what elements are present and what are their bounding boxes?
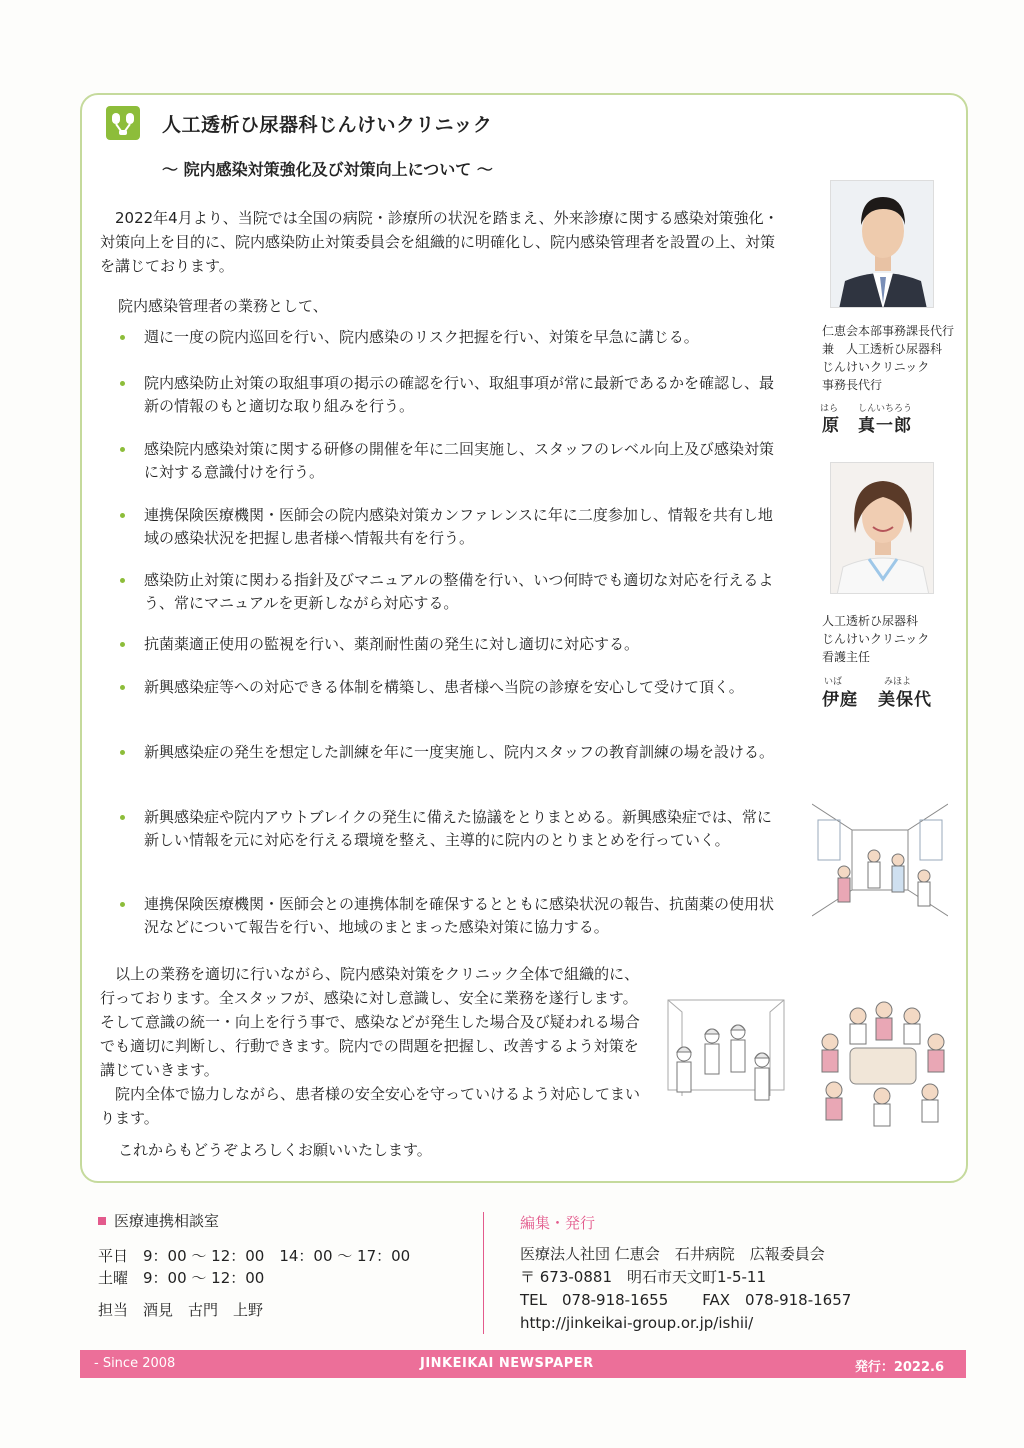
clinic-title: 人工透析ひ尿器科じんけいクリニック	[162, 114, 493, 136]
list-item: 週に一度の院内巡回を行い、院内感染のリスク把握を行い、対策を早急に講じる。	[112, 326, 782, 349]
staff-photo-woman	[830, 462, 934, 594]
article-subtitle: ～ 院内感染対策強化及び対策向上について ～	[162, 160, 493, 179]
role-line: 兼 人工透析ひ尿器科	[822, 342, 943, 356]
consultation-info	[98, 1210, 410, 1320]
name-ruby: はら	[820, 404, 839, 414]
staff-role	[822, 322, 964, 394]
staff-given-name: 真一郎	[858, 416, 912, 436]
weekday-hours: 平日 9：00 ～ 12：00 14：00 ～ 17：00	[98, 1247, 411, 1265]
newspaper-footer-bar	[80, 1350, 966, 1378]
intro-paragraph: 2022年4月より、当院では全国の病院・診療所の状況を踏まえ、外来診療に関する感染対策強化・対策向上を目的に、院内感染防止対策委員会を組織的に明確化し、院内感染管理者を設置の上、対策を講じております。	[100, 209, 779, 275]
newspaper-name: JINKEIKAI NEWSPAPER	[420, 1356, 594, 1371]
consult-staff: 担当 酒見 古門 上野	[98, 1301, 264, 1319]
list-item: 新興感染症の発生を想定した訓練を年に一度実施し、院内スタッフの教育訓練の場を設ける。	[112, 741, 782, 764]
list-item: 抗菌薬適正使用の監視を行い、薬剤耐性菌の発生に対し適切に対応する。	[112, 633, 782, 656]
training-drill-illustration	[658, 996, 796, 1126]
name-ruby: みほよ	[884, 677, 912, 687]
role-line: 人工透析ひ尿器科	[822, 614, 919, 628]
staff-role	[822, 612, 964, 666]
saturday-hours: 土曜 9：00 ～ 12：00	[98, 1269, 265, 1287]
name-ruby: いば	[824, 677, 843, 687]
consult-heading	[98, 1210, 410, 1231]
publisher-info	[520, 1212, 851, 1335]
staff-photo-man	[830, 180, 934, 308]
role-line: 看護主任	[822, 650, 871, 664]
publisher-name: 医療法人社団 仁恵会 石井病院 広報委員会	[520, 1245, 825, 1263]
lead-text: 院内感染管理者の業務として、	[118, 297, 328, 315]
tel-number: TEL 078-918-1655	[520, 1291, 669, 1309]
contact-line	[520, 1289, 851, 1312]
square-bullet-icon	[98, 1217, 106, 1225]
office-hours	[98, 1245, 410, 1289]
footer-divider	[483, 1212, 484, 1334]
staff-family-name: 原	[822, 416, 840, 436]
role-line: じんけいクリニック	[822, 360, 930, 374]
role-line: 事務長代行	[822, 378, 883, 392]
website-link[interactable]: http://jinkeikai-group.or.jp/ishii/	[520, 1314, 754, 1332]
list-item: 連携保険医療機関・医師会の院内感染対策カンファレンスに年に二度参加し、情報を共有し地域の感染状況を把握し患者様へ情報共有を行う。	[112, 504, 782, 550]
closing-greeting: これからもどうぞよろしくお願いいたします。	[118, 1141, 432, 1159]
consult-title: 医療連携相談室	[114, 1212, 220, 1230]
list-item: 感染防止対策に関わる指針及びマニュアルの整備を行い、いつ何時でも適切な対応を行えるよう、常にマニュアルを更新しながら対応する。	[112, 569, 782, 615]
list-item: 感染院内感染対策に関する研修の開催を年に二回実施し、スタッフのレベル向上及び感染対策に対する意識付けを行う。	[112, 438, 782, 484]
fax-number: FAX 078-918-1657	[702, 1291, 852, 1309]
closing-paragraph: 以上の業務を適切に行いながら、院内感染対策をクリニック全体で組織的に、行っております。全スタッフが、感染に対し意識し、安全に業務を遂行します。そして意識の統一・向上を行う事で、感染などが発生した場合及び疑われる場合でも適切に判断し、行動できます。院内での問題を把握し、改善するよう対策を講じていきます。	[100, 965, 640, 1079]
role-line: 仁恵会本部事務課長代行	[822, 324, 955, 338]
closing-paragraph-2: 院内全体で協力しながら、患者様の安全安心を守っていけるよう対応してまいります。	[100, 1085, 641, 1127]
name-ruby: しんいちろう	[858, 404, 913, 414]
list-item: 院内感染防止対策の取組事項の掲示の確認を行い、取組事項が常に最新であるかを確認し、最新の情報のもと適切な取り組みを行う。	[112, 372, 782, 418]
edit-heading: 編集・発行	[520, 1214, 596, 1232]
hallway-inspection-illustration	[812, 800, 948, 920]
publisher-address: 〒 673-0881 明石市天文町1-5-11	[520, 1268, 766, 1286]
staff-family-name: 伊庭	[822, 690, 858, 710]
list-item: 新興感染症等への対応できる体制を構築し、患者様へ当院の診療を安心して受けて頂く。	[112, 676, 782, 699]
issue-date: 発行：2022.6	[854, 1360, 944, 1375]
since-text: - Since 2008	[94, 1356, 176, 1371]
kidney-icon	[106, 106, 140, 140]
role-line: じんけいクリニック	[822, 632, 930, 646]
staff-given-name: 美保代	[878, 690, 932, 710]
list-item: 連携保険医療機関・医師会との連携体制を確保するとともに感染状況の報告、抗菌薬の使用状況などについて報告を行い、地域のまとまった感染対策に協力する。	[112, 893, 782, 939]
staff-meeting-illustration	[812, 996, 952, 1130]
list-item: 新興感染症や院内アウトブレイクの発生に備えた協議をとりまとめる。新興感染症では、常に新しい情報を元に対応を行える環境を整え、主導的に院内のとりまとめを行っていく。	[112, 806, 782, 852]
